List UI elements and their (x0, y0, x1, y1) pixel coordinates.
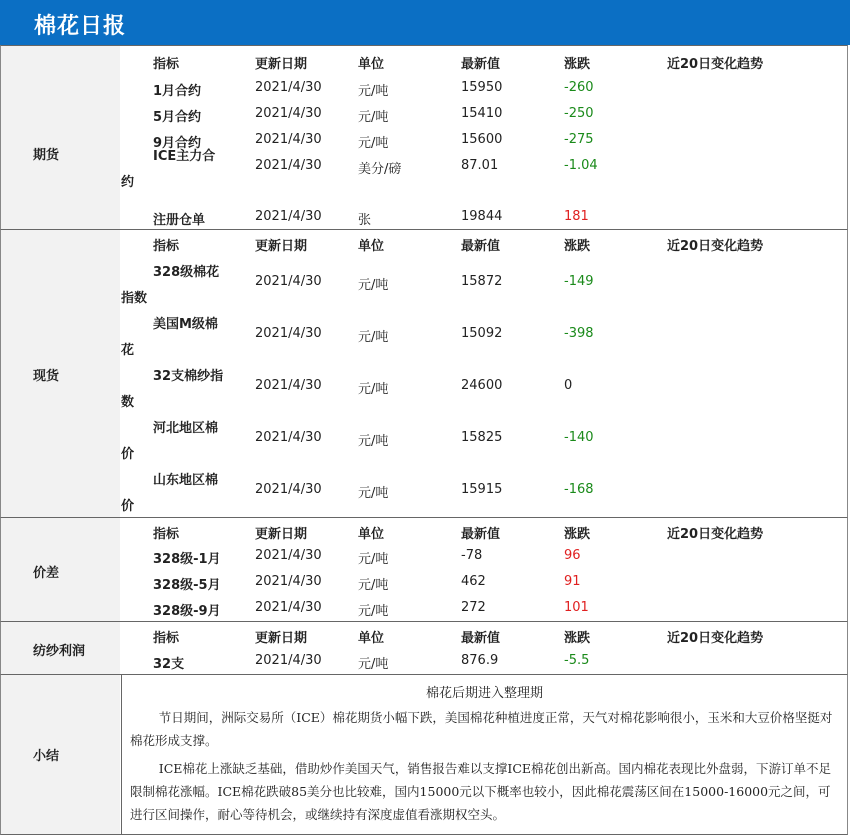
row-name-wrap: 花 (121, 343, 135, 358)
row-unit: 元/吨 (358, 382, 389, 397)
row-value: 19844 (461, 209, 503, 224)
row-unit: 元/吨 (358, 110, 389, 125)
column-header: 单位 (358, 57, 385, 72)
row-unit: 元/吨 (358, 136, 389, 151)
row-value: 15825 (461, 430, 503, 445)
row-value: 24600 (461, 378, 503, 393)
section-label: 小结 (33, 749, 60, 764)
row-name-wrap: 价 (121, 499, 135, 514)
column-header: 更新日期 (255, 57, 308, 72)
row-value: 15950 (461, 80, 503, 95)
column-header: 指标 (153, 527, 180, 542)
section-label-cell (1, 230, 120, 517)
column-header: 近20日变化趋势 (667, 631, 764, 646)
row-change: -149 (564, 274, 594, 289)
section-futures (0, 45, 848, 230)
row-unit: 元/吨 (358, 434, 389, 449)
column-header: 单位 (358, 631, 385, 646)
row-name: ICE主力合 (153, 149, 216, 164)
row-value: 15915 (461, 482, 503, 497)
row-name-wrap: 指数 (121, 291, 148, 306)
column-header: 单位 (358, 239, 385, 254)
section-profit (0, 622, 848, 675)
row-change: -5.5 (564, 653, 590, 668)
section-spread (0, 518, 848, 622)
column-header: 涨跌 (564, 57, 591, 72)
column-header: 指标 (153, 631, 180, 646)
row-value: 876.9 (461, 653, 499, 668)
row-change: -1.04 (564, 158, 598, 173)
column-header: 近20日变化趋势 (667, 239, 764, 254)
section-label: 期货 (33, 148, 60, 163)
row-unit: 元/吨 (358, 552, 389, 567)
row-change: -260 (564, 80, 594, 95)
row-date: 2021/4/30 (255, 482, 322, 497)
row-date: 2021/4/30 (255, 574, 322, 589)
row-value: 15092 (461, 326, 503, 341)
row-name: 32支 (153, 657, 185, 672)
summary-paragraph: ICE棉花上涨缺乏基础，借助炒作美国天气，销售报告难以支撑ICE棉花创出新高。国内棉花表现比外盘弱，下游订单不足限制棉花涨幅。ICE棉花跌破85美分也比较难，国内15000元以下概率也较小，因此棉花震荡区间在15000-16000元之间，可进行区间操作，耐心等待机会，或继续持有深度虚值看涨期权空头。 (130, 761, 832, 822)
row-change: -168 (564, 482, 594, 497)
column-header: 涨跌 (564, 527, 591, 542)
row-name-wrap: 约 (121, 175, 135, 190)
row-unit: 元/吨 (358, 578, 389, 593)
row-unit: 元/吨 (358, 84, 389, 99)
report-header (0, 0, 850, 45)
row-date: 2021/4/30 (255, 430, 322, 445)
section-label: 价差 (33, 566, 60, 581)
row-change: -140 (564, 430, 594, 445)
row-name: 328级棉花 (153, 265, 220, 280)
row-name: 河北地区棉 (153, 421, 219, 436)
row-name: 美国M级棉 (153, 317, 218, 332)
row-value: 15600 (461, 132, 503, 147)
row-name: 5月合约 (153, 110, 202, 125)
row-date: 2021/4/30 (255, 548, 322, 563)
row-name: 328级-1月 (153, 552, 221, 567)
row-value: 462 (461, 574, 486, 589)
summary-title: 棉花后期进入整理期 (425, 686, 543, 701)
row-name-wrap: 数 (121, 395, 135, 410)
column-header: 近20日变化趋势 (667, 527, 764, 542)
column-header: 更新日期 (255, 527, 308, 542)
row-change: 101 (564, 600, 589, 615)
section-label: 现货 (33, 369, 60, 384)
row-date: 2021/4/30 (255, 378, 322, 393)
row-value: 15410 (461, 106, 503, 121)
section-label-cell (1, 675, 120, 834)
section-summary (0, 675, 848, 835)
row-change: 0 (564, 378, 573, 393)
row-unit: 张 (358, 213, 372, 228)
row-date: 2021/4/30 (255, 80, 322, 95)
row-name: 1月合约 (153, 84, 202, 99)
row-change: 181 (564, 209, 589, 224)
column-header: 最新值 (461, 239, 501, 254)
row-date: 2021/4/30 (255, 274, 322, 289)
row-date: 2021/4/30 (255, 106, 322, 121)
row-name: 32支棉纱指 (153, 369, 224, 384)
section-label-cell (1, 518, 120, 621)
row-change: -398 (564, 326, 594, 341)
row-unit: 元/吨 (358, 278, 389, 293)
row-change: 96 (564, 548, 581, 563)
column-header: 涨跌 (564, 631, 591, 646)
row-unit: 元/吨 (358, 330, 389, 345)
row-unit: 美分/磅 (358, 162, 402, 177)
column-header: 近20日变化趋势 (667, 57, 764, 72)
report-title: 棉花日报 (34, 14, 127, 39)
row-value: 272 (461, 600, 486, 615)
column-header: 更新日期 (255, 239, 308, 254)
column-header: 单位 (358, 527, 385, 542)
row-change: 91 (564, 574, 581, 589)
row-name: 9月合约 (153, 136, 202, 151)
column-header: 最新值 (461, 527, 501, 542)
section-label: 纺纱利润 (33, 644, 86, 659)
row-date: 2021/4/30 (255, 209, 322, 224)
row-unit: 元/吨 (358, 604, 389, 619)
row-name-wrap: 价 (121, 447, 135, 462)
section-label-cell (1, 46, 120, 229)
row-value: -78 (461, 548, 483, 563)
column-header: 指标 (153, 57, 180, 72)
summary-paragraph: 节日期间，洲际交易所（ICE）棉花期货小幅下跌，美国棉花种植进度正常，天气对棉花影响很小，玉米和大豆价格坚挺对棉花形成支撑。 (130, 710, 833, 748)
row-unit: 元/吨 (358, 657, 389, 672)
row-name: 328级-5月 (153, 578, 221, 593)
column-header: 指标 (153, 239, 180, 254)
row-change: -250 (564, 106, 594, 121)
column-header: 最新值 (461, 57, 501, 72)
row-name: 328级-9月 (153, 604, 221, 619)
column-header: 更新日期 (255, 631, 308, 646)
section-spot (0, 230, 848, 518)
row-date: 2021/4/30 (255, 653, 322, 668)
column-header: 最新值 (461, 631, 501, 646)
row-date: 2021/4/30 (255, 600, 322, 615)
row-change: -275 (564, 132, 594, 147)
row-value: 87.01 (461, 158, 499, 173)
row-name: 注册仓单 (153, 213, 206, 228)
row-value: 15872 (461, 274, 503, 289)
row-date: 2021/4/30 (255, 326, 322, 341)
section-label-cell (1, 622, 120, 674)
row-date: 2021/4/30 (255, 158, 322, 173)
summary-box (121, 675, 847, 834)
row-name: 山东地区棉 (153, 473, 219, 488)
row-date: 2021/4/30 (255, 132, 322, 147)
row-unit: 元/吨 (358, 486, 389, 501)
column-header: 涨跌 (564, 239, 591, 254)
